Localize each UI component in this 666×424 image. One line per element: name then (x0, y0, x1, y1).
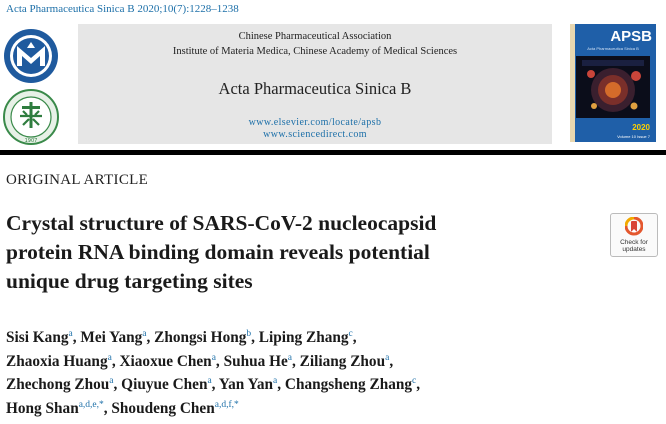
masthead-center-panel (78, 24, 552, 144)
author-name[interactable]: Zhechong Zhou (6, 376, 110, 393)
author-name[interactable]: Suhua He (223, 352, 288, 370)
author-name[interactable]: Changsheng Zhang (284, 376, 413, 393)
author-separator: , (72, 329, 81, 346)
journal-cover-image[interactable] (570, 24, 656, 142)
journal-name: Acta Pharmaceutica Sinica B (218, 79, 412, 98)
author-name[interactable]: Liping Zhang (258, 329, 349, 346)
affiliation-marker[interactable]: a (107, 352, 112, 363)
cover-artwork (576, 56, 650, 118)
chinese-pharma-logo-icon (3, 88, 59, 146)
title-line: unique drug targeting sites (6, 269, 253, 293)
affiliation-marker[interactable]: a,d,f,* (214, 399, 239, 410)
affiliation-marker[interactable]: c (348, 329, 353, 339)
affiliation-marker[interactable]: a (385, 352, 390, 363)
author-separator: , (146, 329, 155, 346)
affiliation-marker[interactable]: b (246, 329, 252, 339)
logo-year: 1907 (24, 138, 38, 144)
author-line (6, 373, 646, 397)
check-for-updates-button[interactable] (610, 213, 658, 257)
author-separator: , (389, 352, 394, 370)
author-name[interactable]: Hong Shan (6, 399, 79, 417)
check-line-2: updates (622, 246, 646, 253)
affiliation-marker[interactable]: a (207, 376, 212, 386)
check-line-1: Check for (620, 239, 648, 246)
author-name[interactable]: Mei Yang (80, 329, 143, 346)
cover-subtitle: Acta Pharmaceutica Sinica B (587, 46, 639, 51)
affiliation-marker[interactable]: a (68, 329, 73, 339)
cover-volume: Volume 10 Issue 7 (617, 134, 650, 139)
author-separator: , (251, 329, 259, 346)
check-for-updates-label (611, 239, 657, 253)
author-name[interactable]: Ziliang Zhou (299, 352, 386, 370)
article-type: ORIGINAL ARTICLE (6, 172, 149, 188)
title-line: Crystal structure of SARS-CoV-2 nucleocapsid (6, 211, 437, 235)
affiliation-marker[interactable]: a (109, 376, 114, 386)
journal-citation[interactable]: Acta Pharmaceutica Sinica B 2020;10(7):1228–1238 (6, 3, 239, 15)
author-separator: , (103, 399, 112, 417)
masthead-divider (0, 150, 666, 155)
cover-year: 2020 (632, 123, 650, 132)
sciencedirect-link[interactable]: www.sciencedirect.com (263, 129, 367, 140)
author-separator: , (277, 376, 285, 393)
affiliation-marker[interactable]: a (287, 352, 292, 363)
author-name[interactable]: Zhongsi Hong (154, 329, 247, 346)
author-separator: , (416, 376, 421, 393)
affiliation-marker[interactable]: a (142, 329, 147, 339)
author-name[interactable]: Yan Yan (218, 376, 274, 393)
author-name[interactable]: Shoudeng Chen (111, 399, 215, 417)
author-separator: , (113, 376, 122, 393)
article-title (6, 209, 566, 296)
author-separator: , (211, 376, 219, 393)
author-name[interactable]: Qiuyue Chen (121, 376, 208, 393)
author-separator: , (215, 352, 224, 370)
society-logo-icon (3, 28, 59, 84)
journal-masthead (0, 22, 666, 150)
author-separator: , (291, 352, 300, 370)
check-for-updates-icon (625, 217, 643, 237)
affiliation-marker[interactable]: a,d,e,* (78, 399, 104, 410)
author-separator: , (111, 352, 120, 370)
association-name: Chinese Pharmaceutical Association (238, 31, 392, 42)
author-name[interactable]: Xiaoxue Chen (119, 352, 212, 370)
title-line: protein RNA binding domain reveals potential (6, 240, 430, 264)
author-name[interactable]: Sisi Kang (6, 329, 69, 346)
institute-name: Institute of Materia Medica, Chinese Academy of Medical Sciences (172, 46, 458, 57)
author-line (6, 350, 646, 374)
cover-strip (570, 24, 575, 142)
cover-title: APSB (610, 28, 652, 45)
author-line (6, 326, 646, 350)
affiliation-marker[interactable]: a (211, 352, 216, 363)
author-name[interactable]: Zhaoxia Huang (6, 352, 108, 370)
affiliation-marker[interactable]: a (273, 376, 278, 386)
author-line (6, 397, 646, 421)
affiliation-marker[interactable]: c (412, 376, 417, 386)
author-list (6, 326, 646, 420)
elsevier-link[interactable]: www.elsevier.com/locate/apsb (248, 117, 382, 128)
author-separator: , (352, 329, 357, 346)
